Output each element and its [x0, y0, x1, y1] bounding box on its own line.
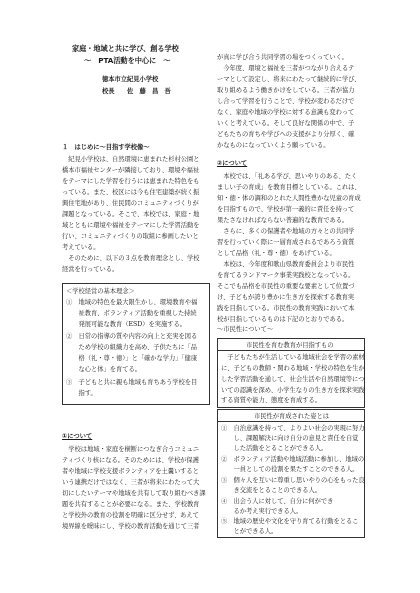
part1-cont-line: いくと考えている。そして良好な関係の中で、子 — [217, 120, 355, 127]
part1-line: と学校外の教育の役割を明確に区分せず、あえて — [62, 512, 199, 519]
part2-line: 校が目指しているものは下記のとおりである。 — [217, 316, 349, 323]
principle-line: 祉教育、ボランティア活動を重視した持続 — [66, 310, 197, 317]
part1-cont-line: どもたちの育ちや学びへの支援がより分厚く、確 — [217, 131, 355, 138]
intro-line: そのために、以下の３点を教育理念とし、学校 — [62, 255, 200, 262]
civic-profile-line: 一員としての役割を果たすことのできる人。 — [221, 466, 359, 473]
principle-line: 格（礼・尊・徳）」と「確かな学力」「健康 — [66, 355, 198, 362]
author-name: 校長 佐 藤 昌 吾 — [102, 88, 171, 95]
principle-line: ② 日常の指導の質や内容の向上と充実を図る — [66, 333, 198, 340]
part2-line: として品格（礼・尊・徳）をあげている。 — [217, 250, 336, 257]
civic-goals-line: 子どもたちが生活している地域社会を学習の素材 — [221, 354, 365, 361]
part1-line: 境界線を曖昧にし、学校の教育活動を通じて三者 — [62, 523, 200, 530]
part2-line: 習を行っていく際に一層育成されるであろう資質 — [217, 239, 355, 246]
section-heading-intro: １ はじめに〜目指す学校像〜 — [62, 144, 150, 151]
part2-line: ましい子の育成」を教育目標としている。これは、 — [217, 184, 361, 191]
part1-cont-line: 今年度、環境と福祉を三者がつながり合えるテ — [217, 65, 355, 72]
intro-line: 課題となっている。そこで、本校では、家庭・地 — [62, 211, 200, 218]
part2-line: 本校は、今年度和歌山県教育委員会より市民性 — [217, 261, 355, 268]
principle-line: 指す。 — [66, 390, 97, 397]
part2-line: を育てるランドマーク事業実践校となっている。 — [217, 272, 355, 279]
civic-profile-line: とができる人。 — [221, 528, 278, 535]
article-subtitle: 〜 PTA活動を中心に 〜 — [84, 56, 171, 65]
school-name: 徳本市立紀見小学校 — [102, 76, 159, 83]
part1-cont-line: 取り組めるよう働きかけをしている。三者が協力 — [217, 87, 355, 94]
intro-line: っている。また、校区には今も住宅建築が続く振 — [62, 189, 200, 196]
civic-profile-line: ⑤ 地域の歴史や文化を守り育てる行動をとるこ — [221, 518, 359, 525]
principle-line: 発展可能な教育（ESD）を実施する。 — [66, 321, 187, 328]
intro-line: 行い、コミュニティづくりの取組に参画したいと — [62, 233, 199, 240]
civic-profile-line: ③ 個々人を互いに尊重し思いやりの心をもった良 — [221, 477, 365, 484]
intro-line: 域とともに環境や福祉をテーマにした学習活動を — [62, 222, 200, 229]
civic-profile-line: ① 自治意識を持って、よりよい社会の実現に努力 — [221, 425, 365, 432]
part1-line: 者や地域に学校支援ボランティアを土嚢いすると — [62, 468, 199, 475]
part2-line: 本校では、「礼ある学び、思いやりのある、たく — [217, 173, 358, 180]
section-heading-part1: ①について — [62, 433, 93, 440]
civic-profile-line: し、課題解決に向け自分の意見と責任を自覚 — [221, 435, 359, 442]
civic-profile-line: るか考え実行できる人。 — [221, 508, 303, 515]
intro-line: をテーマにした学習を行うには恵まれた特色をも — [62, 178, 200, 185]
civic-profile-line: き交流をとることのできる人。 — [221, 487, 321, 494]
intro-line: 考えている。 — [62, 244, 100, 251]
part1-cont-line: かなものになっていくよう願っている。 — [217, 142, 330, 149]
principles-box — [62, 283, 210, 405]
principles-title: ＜学校経営の基本理念＞ — [66, 288, 135, 295]
part2-line: け、子どもが誇り豊かに生き方を探索する教育実 — [217, 294, 355, 301]
part1-line: 切にしたいテーマや地域を共有して取り組むべき課 — [62, 490, 206, 497]
part2-line: を目指すもので、学校が第一義的に責任を持って — [217, 206, 355, 213]
intro-line: 興住宅地があり、住民間のコミュニティづくりが — [62, 200, 199, 207]
intro-line: 橋本市福祉センターが隣接しており、環境や福祉 — [62, 167, 200, 174]
part2-line: 知・徳・体の調和のとれた人間性豊かな児童の育成 — [217, 195, 361, 202]
section-heading-part2: ②について — [217, 160, 248, 167]
civic-profile-line: ② ボランティア活動や地域活動に参加し、地域の — [221, 456, 365, 463]
part1-line: 学校は地域・家庭を横断につなぎ合うコミュニ — [62, 446, 200, 453]
part2-line: さらに、多くの保護者や地域の方々との共同学 — [217, 228, 355, 235]
civic-label: 〜市民性について〜 — [217, 326, 274, 333]
principle-line: ① 地域の特色を最大限生かし、環境教育や福 — [66, 299, 198, 306]
civic-profile-box — [217, 409, 365, 538]
part1-cont-line: し合って学習を行うことで、学校が変わるだけで — [217, 98, 355, 105]
part1-cont-line: なく、家庭や地域の学校に対する意識も変わって — [217, 109, 355, 116]
intro-line: 経営を行っている。 — [62, 266, 119, 273]
civic-goals-box — [217, 338, 365, 408]
part2-line: 果たさなければならない普遍的な教育である。 — [217, 217, 349, 224]
civic-profile-line: ④ 出会う人に対して、自分に何ができ — [221, 498, 334, 505]
part1-line: 題を共有することが必要になる。また、学校教育 — [62, 501, 200, 508]
principle-line: ③ 子どもと共に親も地域も育ちあう学校を目 — [66, 379, 198, 386]
civic-goals-line: した学習活動を通して、社会生活や自然環境等につ — [221, 376, 365, 383]
part1-cont-line: ーマとして設定し、将来にわたって継続的に学び、 — [217, 76, 361, 83]
civic-goals-line: に、子どもの教師・関わる地域・学校の特色を生か — [221, 365, 365, 372]
civic-goals-line: する資質や能力、態度を育成する。 — [221, 397, 321, 404]
part1-cont-line: が真に学び合う共同学習の場をつくっていく。 — [217, 54, 348, 61]
part2-line: 践を目指している。市民性の教育実践において本 — [217, 305, 355, 312]
intro-line: 紀見小学校は、自然環境に恵まれた杉村公園と — [62, 156, 200, 163]
civic-profile-line: した活動をとることができる人。 — [221, 445, 328, 452]
part1-line: ティづくり核になる。そのためには、学校が保護 — [62, 457, 199, 464]
civic-goals-title: 市民性を育む教育が目指すもの — [246, 342, 334, 349]
article-title: 家庭・地域と共に学び、創る学校 — [72, 44, 179, 53]
principle-line: ため学校の組織力を高め、子供たちに「品 — [66, 344, 197, 351]
civic-goals-line: いての認識を深め、小学生なりの生き方を探求実践 — [221, 387, 365, 394]
box-divider — [218, 421, 364, 422]
principle-line: な心と体」を育てる。 — [66, 366, 141, 373]
box-divider — [218, 350, 364, 351]
civic-profile-title: 市民性が育成された姿とは — [254, 413, 329, 420]
part2-line: そこでも品格を市民性の重要な要素として位置づ — [217, 283, 355, 290]
part1-line: いう連携だけではなく、三者が将来にわたって大 — [62, 479, 200, 486]
